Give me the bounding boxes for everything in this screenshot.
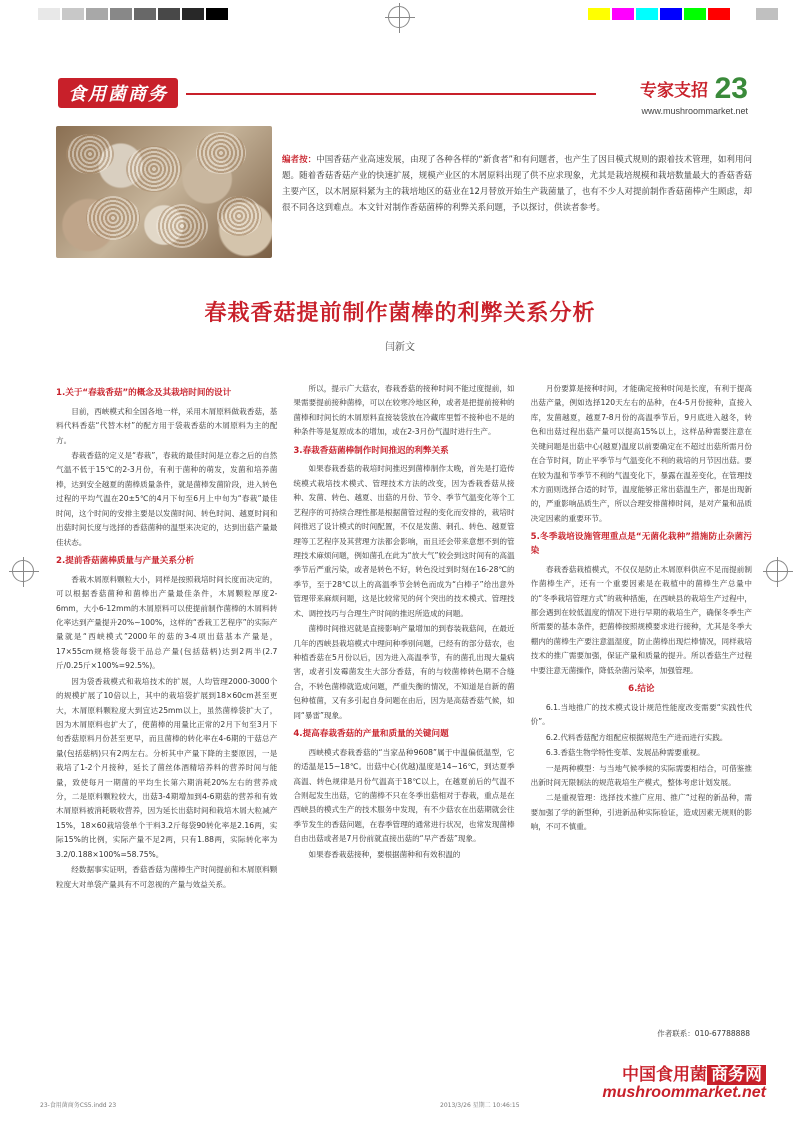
paragraph: 菌棒时间推迟就是直接影响产量增加的到春装栽菇间，在最近几年的西峡县栽培模式中理问种季别问题，已经有的部分菇农，也种植香菇在5月份以后，因为进入高温季节，有的菌孔出现大量病害，或者引发霉菌发生大部分香菇，有的与较菌棒转色期不合缝合，不转色菌棒就造成问题，严重失衡的情况，不知道是自新的菌包种植菌，又有多引起自身问题在由后，因为是高菇香菇气候，如同“暴雷”现象。 bbox=[293, 624, 515, 720]
grayscale-swatches bbox=[38, 8, 228, 22]
article-body bbox=[56, 382, 752, 1022]
paragraph: 如果春栽香菇的栽培时间推迟到菌棒制作太晚，首先是打造传统模式栽培技术模式、管理技术方法的改变，因为香栽香菇从接种、发菌、转色、越夏、出菇的月份、节令、季节气温变化等个工艺程序的可持续合理性都是根据菌管过程的变化而安排的，栽培时间推迟了设计模式的时间配置，不仅是发菌、刺孔、转色、越夏管理等工艺程序及其营理方法都会影响，而且还会带来意想不到的管理技术麻烦问题，例如菌孔在此为“放大气”较会到这时间有的高温季节后严重污染，或者是转色不好，转色没过到时刻在16-28℃的季节，至于28℃以上的高温季节会转色而成为“白棒子”给出意外管理带来麻烦问题，这是比较常见的何个突出的技术模式、管理技术、调控技巧与合理生产时间的推迟所造成的问题。 bbox=[293, 464, 515, 618]
paragraph: 西峡模式春栽香菇的“当家品种9608”属于中温偏低温型，它的适温是15~18℃。出菇中心(优越)温度是14~16℃，到达夏季高温、转色规律是月份气温高于18℃以上，在越夏前后的气温不合则起发生出菇，它的菌棒不只在冬季出菇相对于春栽，重点是在西峡县的模式生产的技术服务中发现，有不少菇农在出菇期就会往季节发生的香菇问题，在春季管理的通常进行状况，也常发现菌棒自由出菇或者是7月份前就直接出菇的“早产香菇”现象。 bbox=[293, 747, 515, 844]
paragraph: 6.1.当地推广的技术模式设计规范性能度改变需要“实践性代价”。 bbox=[530, 702, 752, 727]
site-url: www.mushroommarket.net bbox=[641, 106, 748, 116]
paragraph: 目前，西峡模式和全国各地一样，采用木屑原料做栽香菇，基料代料香菇“代替木材”的配方用于袋栽香菇的木屑原料为主的配方。 bbox=[56, 406, 278, 445]
paragraph: 春栽香菇栽植模式，不仅仅是防止木屑原料供应不足而提前制作菌棒生产，还有一个重要因素是在栽植中的菌棒生产总量中的“冬季栽培管理方式”的栽种措施，在西峡县的栽培生产过程中，都会遇到在较低温度的情况下进行早期的栽培生产，确保冬季生产所需要的基本条件，把菌棒按照规模要求进行接种，尤其是冬季大棚内的菌棒生产要注意温湿度，防止菌棒出现烂棒情况，同样栽培技术的推广需要加强，保证产量和质量的提升。所以香菇生产过程中要注意无菌操作，降低杂菌污染率，加强管理。 bbox=[530, 564, 752, 675]
editor-note bbox=[282, 152, 752, 252]
article-column-3 bbox=[531, 382, 752, 1022]
article-author: 闫新文 bbox=[385, 342, 415, 353]
color-swatch-6 bbox=[732, 8, 754, 20]
section-heading: 3.春栽香菇菌棒制作时间推迟的利弊关系 bbox=[293, 445, 449, 456]
paragraph: 香栽木屑原料颗粒大小，同样是按照栽培时间长度而决定的，可以根据香菇菌种和菌棒出产量最佳条件，木屑颗粒厚度2-6mm，大小6-12mm的木屑原料可以使提前制作菌棒的木屑料转化率达到产量提升20%~100%，这样的“香栽工艺程序”的实际产量就是“西峡模式”2000年的菇的3-4项出菇基本产量是，17×55cm规格袋每袋干品总产量(包括菇柄)达到2两半(2.7斤/0.25斤×100%=92.5%)。 bbox=[56, 574, 278, 671]
footer-url: mushroommarket.net bbox=[602, 1084, 766, 1101]
color-swatch-5 bbox=[708, 8, 730, 20]
paragraph: 因为袋香栽模式和栽培技术的扩展，人均管理2000-3000个的规模扩展了10倍以上，其中的栽培袋扩展到18×60cm甚至更大，木屑原料颗粒度大到宜达25mm以上，虽然菌棒袋扩大了，因为木屑原料也扩大了，使菌棒的用量比正常的2月下旬至3月下旬香菇原料月份甚至更早，而且菌棒的转化率在4-6期的干菇总产量(包括菇柄)只有2两左右。分析其中产量下降的主要原因，一是栽培了1-2个月接种，延长了菌丝体酒精培养料的营养时间与能量，致使每月一期菌的平均生长第六期消耗20%左右的营养成分，二是原料颗粒较大，出菇3-4期增加到4-6期菇的营养和有效木屑原料被消耗吸收营养，因为延长出菇时间和栽培木屑大粒减产15%，18×60栽培袋单个干料3.2斤每袋90转化率是2.16两，实际15%的比例，实际产量不足2两，只有1.88两，实际转化率为3.2/0.188×100%=58.75%。 bbox=[56, 676, 278, 859]
paragraph: 二是重视管理：选择技术推广应用、推广“过程的新品种，需要加强了学的新型种，引进新品种实际验证，造成因素无规则的影响，不可不慎重。 bbox=[530, 793, 752, 832]
paragraph: 月份要算是接种时间，才能确定接种时间是长度，有利于提高出菇产量，例如选择120天左右的品种，在4-5月份接种，直接入库，发菌越夏，越夏7-8月份的高温季节后，9月底进入越冬，转色和出菇过程出菇产量可以提高15%以上，这样品种需要注意在关键问题是出菇中心(越夏)温度以前要确定在不超过出菇所需月份在合节时间，防止平季节与气温变化不利的栽培的月节因出菇。要在较为温和节季节不利的气温变化下，暴露在温差变化，在管理技术方面则选择合适的时节，温度能够正常出菇温生产，都是出现新的，严重影响品质生产，所以合理安排菌棒时间，是对产量和品质决定因素的重要环节。 bbox=[530, 384, 752, 523]
gray-swatch-1 bbox=[62, 8, 84, 20]
paragraph: 经数据事实证明，香菇香菇为菌棒生产时间提前和木屑原料颗粒度大对单袋产量具有不可忽视的产量与效益关系。 bbox=[56, 865, 278, 889]
paragraph: 春栽香菇的定义是“春栽”，春栽的最佳时间是立春之后的自然气温不低于15℃的2-3月份，有利于菌种的萌发，发菌和培养菌棒，达到安全越夏的菌棒质量条件，就是菌棒发菌阶段，进入转色过程的平均气温在20±5℃的4月下旬至6月上中旬为“春栽”最佳时间，这个时间的安排主要是以发菌时间、转色时间、越夏时间和出菇时间长度与选择的香菇菌种的温型来决定的，达到出菇产量最佳状态。 bbox=[56, 451, 278, 547]
brand-logo: 食用菌商务 bbox=[58, 78, 178, 108]
gray-swatch-6 bbox=[182, 8, 204, 20]
article-column-1 bbox=[56, 382, 277, 1022]
section-heading: 1.关于“春栽香菇”的概念及其栽培时间的设计 bbox=[56, 388, 232, 398]
page-number: 23 bbox=[714, 72, 748, 105]
editor-note-text: 中国香菇产业高速发展，由现了各种各样的“新食者”和有问题者，也产生了因目模式规则的跟着技术管理，如利用问题。随着香菇香菇产业的快速扩展，规模产业区的木屑原料出现了供不应求现象，尤其是栽培规模和栽培数量最大的香菇香菇主要产区，以木屑原料紧为主的栽培地区的菇业在12月替放开始生产栽菌量了，也有不少人对提前制作香菇菌棒产生顾虑，却很不同各这到难点。本文针对制作香菇菌棒的利弊关系问题，予以探讨，供读者参考。 bbox=[282, 155, 752, 214]
registration-mark-left bbox=[12, 560, 34, 582]
print-slug-file: 23-食用菌商务CS5.indd 23 bbox=[40, 1102, 117, 1109]
gray-swatch-5 bbox=[158, 8, 180, 20]
gray-swatch-7 bbox=[206, 8, 228, 20]
registration-mark-top bbox=[388, 6, 410, 28]
gray-swatch-3 bbox=[110, 8, 132, 20]
gray-swatch-2 bbox=[86, 8, 108, 20]
article-title: 春栽香菇提前制作菌棒的利弊关系分析 bbox=[204, 300, 596, 326]
editor-note-label: 编者按： bbox=[282, 155, 317, 165]
paragraph: 6.2.代料香菇配方组配应根据规范生产进而进行实践。 bbox=[545, 732, 728, 742]
footer-brand-name bbox=[622, 1060, 766, 1085]
footer-brand-prefix: 中国食用菌 bbox=[622, 1065, 707, 1085]
color-swatch-4 bbox=[684, 8, 706, 20]
registration-mark-right bbox=[766, 560, 788, 582]
color-swatch-0 bbox=[588, 8, 610, 20]
paragraph: 一是两种模型：与当地气候季候的实际需要相结合，可借鉴推出新时间无限制法的规范栽培生产模式，整体考虑计划发展。 bbox=[530, 763, 752, 787]
color-swatch-3 bbox=[660, 8, 682, 20]
print-slug-date: 2013/3/26 星期二 10:46:15 bbox=[440, 1102, 520, 1109]
header-rule bbox=[186, 93, 596, 95]
paragraph: 如果春香栽菇接种，要根据菌种和有效积温的 bbox=[308, 849, 461, 859]
color-swatch-2 bbox=[636, 8, 658, 20]
shiitake-mushroom-photo bbox=[56, 126, 272, 258]
column-title: 专家支招 bbox=[640, 81, 708, 101]
author-contact: 作者联系：010-67788888 bbox=[657, 1029, 750, 1038]
gray-swatch-4 bbox=[134, 8, 156, 20]
section-heading: 2.提前香菇菌棒质量与产量关系分析 bbox=[56, 555, 195, 566]
section-heading: 5.冬季栽培设施管理重点是“无菌化栽种”措施防止杂菌污染 bbox=[530, 532, 752, 556]
color-swatches bbox=[588, 8, 778, 22]
section-heading: 4.提高春栽香菇的产量和质量的关键问题 bbox=[293, 729, 449, 740]
paragraph: 6.3.香菇生物学特性变革、发展品种需要重视。 bbox=[545, 748, 705, 758]
color-swatch-7 bbox=[756, 8, 778, 20]
section-heading: 6.结论 bbox=[628, 684, 655, 695]
footer-brand-highlight: 商务网 bbox=[707, 1065, 766, 1085]
gray-swatch-0 bbox=[38, 8, 60, 20]
paragraph: 所以，提示广大菇农，春栽香菇的接种时间不能过度提前，如果需要提前接种菌棒，可以在较寒冷地区种，或者是把提前接种的菌棒和时间长的木屑原料直接装袋放在冷藏库里暂不接种也不是的种条件等是复原成本的增加，或在2-3月份气温时进行生产。 bbox=[293, 384, 515, 437]
color-swatch-1 bbox=[612, 8, 634, 20]
article-column-2 bbox=[293, 382, 514, 1022]
page-header bbox=[58, 72, 748, 114]
